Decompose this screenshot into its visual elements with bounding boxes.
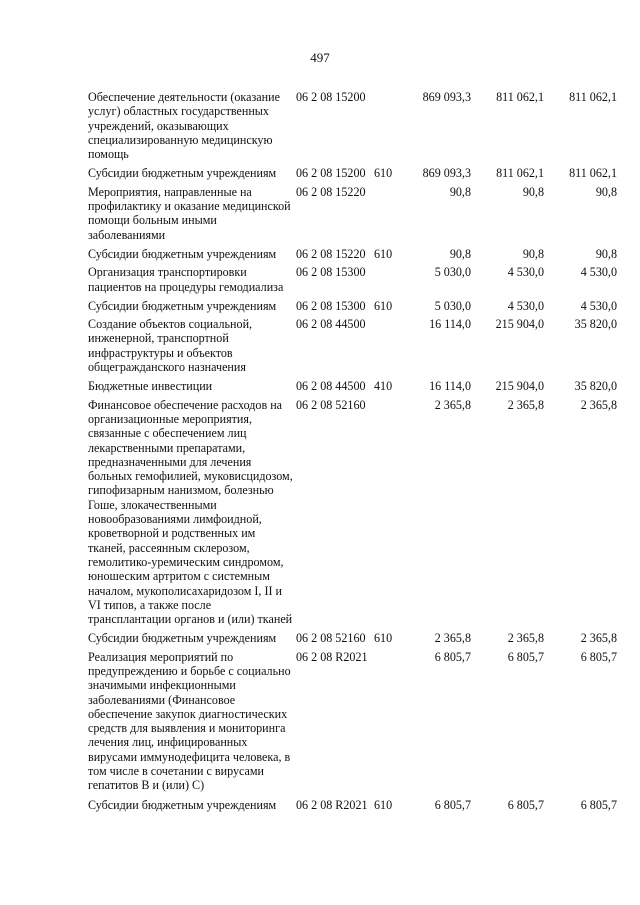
row-name: Организация транспортировки пациентов на процедуры гемодиализа: [88, 265, 284, 294]
row-value-3: 811 062,1: [569, 166, 617, 181]
row-value-3: 90,8: [595, 184, 617, 199]
row-value-3: 6 805,7: [580, 649, 617, 664]
row-value-2: 6 805,7: [507, 797, 544, 812]
row-expense-type: 610: [374, 797, 393, 812]
row-name: Реализация мероприятий по предупреждению и борьбе с социально значимыми инфекционными заболеваниями (Финансовое обеспечение закупок диагностических средств для выявления и мониторинга лечения лиц, инфицированных вирусами иммунодефицита человека, в том числе в сочетании с вирусами гепатитов B и (или) C): [88, 649, 291, 793]
row-expense-type: 610: [374, 166, 393, 181]
row-value-3: 4 530,0: [580, 265, 617, 280]
row-value-1: 2 365,8: [434, 631, 471, 646]
row-name: Субсидии бюджетным учреждениям: [88, 246, 277, 261]
row-name: Мероприятия, направленные на профилактику и оказание медицинской помощи больным иными заболеваниями: [88, 184, 291, 242]
row-value-1: 2 365,8: [434, 397, 471, 412]
row-code: 06 2 08 15200: [296, 90, 366, 104]
row-value-1: 5 030,0: [434, 298, 471, 313]
row-code: 06 2 08 52160: [296, 397, 366, 412]
row-value-2: 215 904,0: [495, 317, 544, 332]
row-name: Финансовое обеспечение расходов на организационные мероприятия, связанные с обеспечением лиц лекарственными препаратами, предназначенными для лечения больных гемофилией, муковисцидозом, гипофизарным нанизмом, болезнью Гоше, злокачественными новообразованиями лимфоидной, кроветворной и родственных им тканей, рассеянным склерозом, гемолитико-уремическим синдромом, юношеским артритом с системным началом, мукополисахаридозом I, II и VI типов, а также после трансплантации органов и (или) тканей: [88, 397, 293, 627]
row-code: 06 2 08 R2021: [296, 797, 368, 812]
row-value-1: 869 093,3: [422, 90, 471, 104]
row-code: 06 2 08 15220: [296, 184, 366, 199]
row-value-1: 90,8: [449, 246, 471, 261]
table-row: [88, 247, 618, 261]
row-value-2: 4 530,0: [507, 265, 544, 280]
row-code: 06 2 08 15220: [296, 246, 366, 261]
row-code: 06 2 08 15300: [296, 298, 366, 313]
row-value-3: 4 530,0: [580, 298, 617, 313]
row-name: Обеспечение деятельности (оказание услуг) областных государственных учреждений, оказывающих специализированную медицинскую помощь: [88, 90, 280, 162]
table-row: [88, 398, 618, 627]
row-value-3: 35 820,0: [574, 317, 617, 332]
row-value-1: 6 805,7: [434, 649, 471, 664]
row-code: 06 2 08 15300: [296, 265, 366, 280]
row-code: 06 2 08 15200: [296, 166, 366, 181]
row-value-1: 90,8: [449, 184, 471, 199]
row-expense-type: 410: [374, 379, 393, 394]
table-row: [88, 265, 618, 294]
row-value-3: 6 805,7: [580, 797, 617, 812]
row-value-3: 35 820,0: [574, 379, 617, 394]
row-value-2: 215 904,0: [495, 379, 544, 394]
row-code: 06 2 08 44500: [296, 379, 366, 394]
row-code: 06 2 08 R2021: [296, 649, 368, 664]
row-name: Создание объектов социальной, инженерной, транспортной инфраструктуры и объектов общегражданского назначения: [88, 317, 253, 375]
row-value-1: 6 805,7: [434, 797, 471, 812]
table-row: [88, 317, 618, 374]
row-value-3: 2 365,8: [580, 397, 617, 412]
row-value-2: 811 062,1: [496, 90, 544, 104]
row-name: Субсидии бюджетным учреждениям: [88, 166, 277, 181]
row-value-1: 16 114,0: [429, 317, 471, 332]
table-row: [88, 631, 618, 645]
row-value-3: 811 062,1: [569, 90, 617, 104]
table-row: [88, 185, 618, 242]
budget-table: [88, 90, 618, 816]
table-row: [88, 798, 618, 812]
row-value-2: 2 365,8: [507, 631, 544, 646]
row-value-2: 90,8: [522, 246, 544, 261]
row-value-2: 4 530,0: [507, 298, 544, 313]
row-expense-type: 610: [374, 298, 393, 313]
row-name: Субсидии бюджетным учреждениям: [88, 298, 277, 313]
table-row: [88, 650, 618, 793]
row-code: 06 2 08 52160: [296, 631, 366, 646]
row-name: Субсидии бюджетным учреждениям: [88, 631, 277, 646]
row-name: Бюджетные инвестиции: [88, 379, 213, 394]
row-expense-type: 610: [374, 631, 393, 646]
row-value-1: 16 114,0: [429, 379, 471, 394]
row-value-3: 90,8: [595, 246, 617, 261]
row-expense-type: 610: [374, 246, 393, 261]
row-value-1: 869 093,3: [422, 166, 471, 181]
row-value-3: 2 365,8: [580, 631, 617, 646]
table-row: [88, 379, 618, 393]
page-number: 497: [310, 50, 330, 65]
row-code: 06 2 08 44500: [296, 317, 366, 332]
table-row: [88, 166, 618, 180]
row-value-1: 5 030,0: [434, 265, 471, 280]
row-value-2: 2 365,8: [507, 397, 544, 412]
row-value-2: 6 805,7: [507, 649, 544, 664]
row-value-2: 90,8: [522, 184, 544, 199]
table-row: [88, 299, 618, 313]
table-row: [88, 90, 618, 161]
row-name: Субсидии бюджетным учреждениям: [88, 797, 277, 812]
row-value-2: 811 062,1: [496, 166, 544, 181]
